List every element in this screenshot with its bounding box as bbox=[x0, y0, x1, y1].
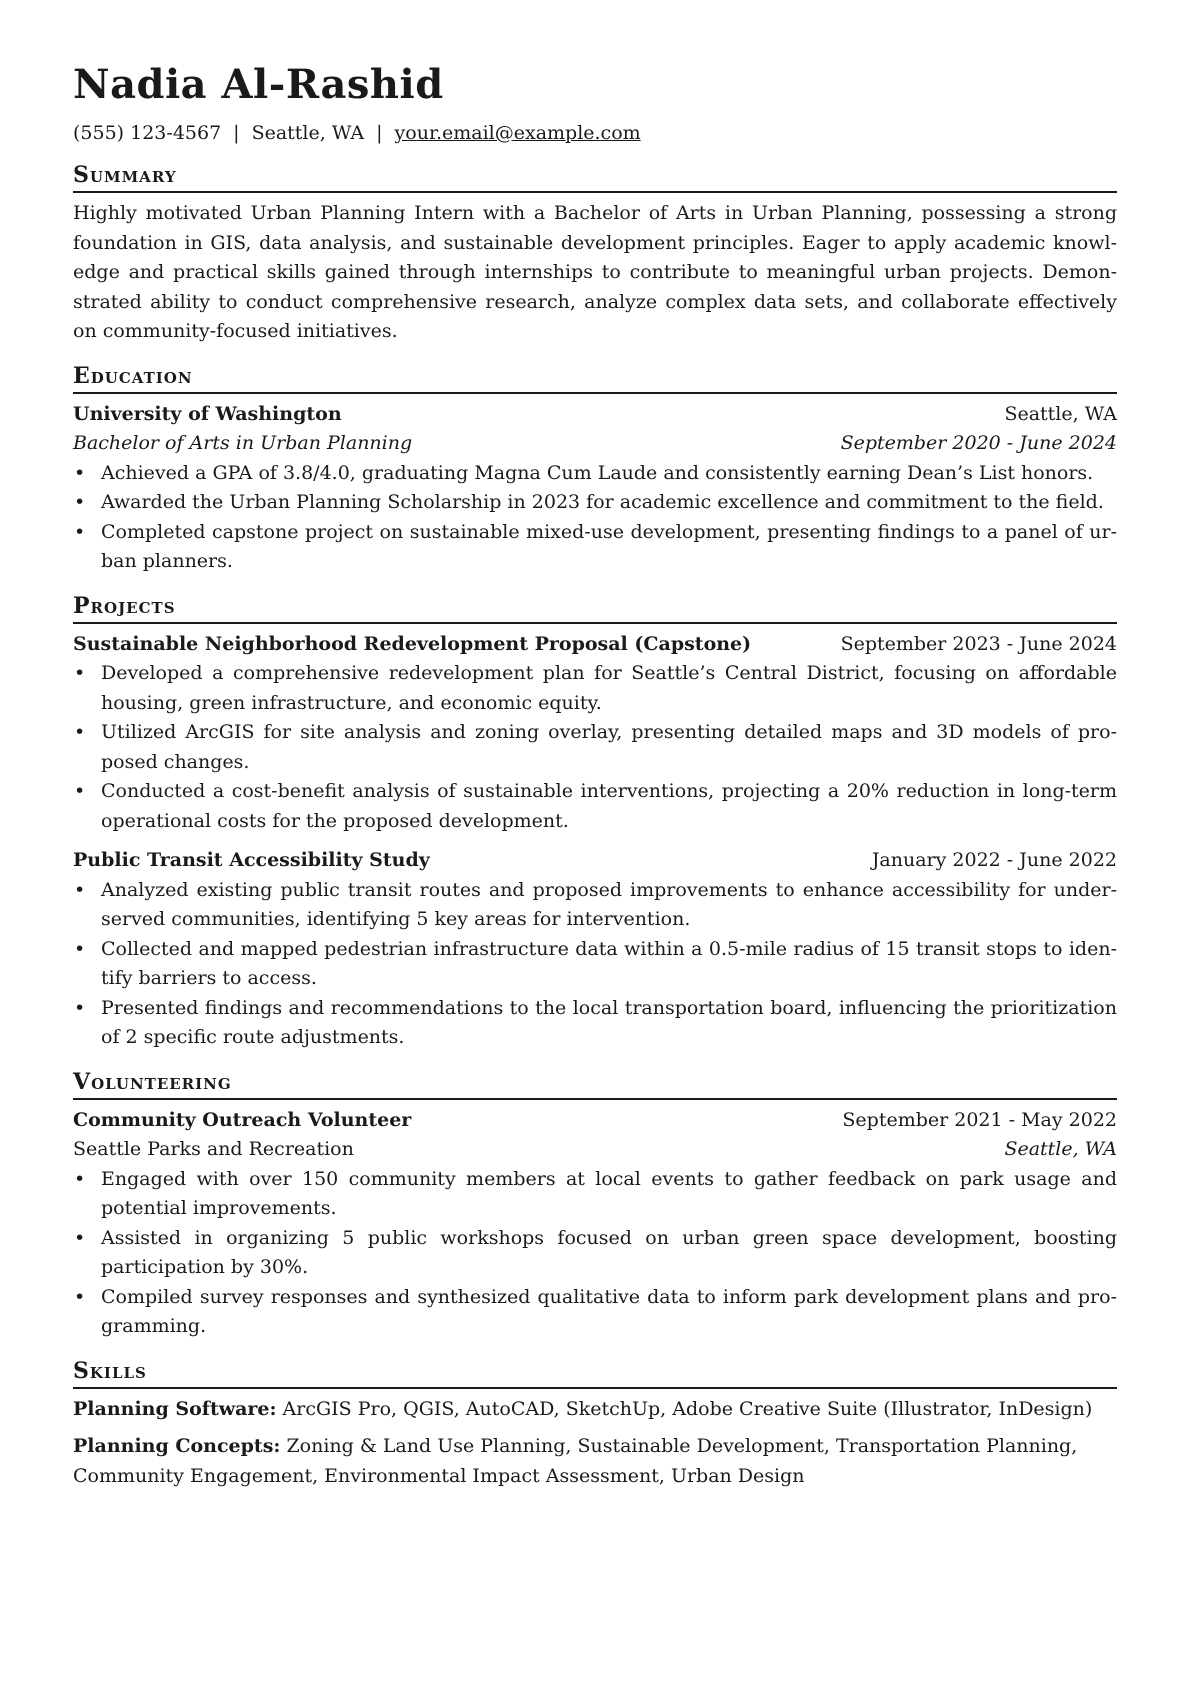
contact-separator: | bbox=[376, 122, 383, 144]
list-item: • Assisted in organizing 5 public workshops focused on urban green space development, boosting participation by 30%. bbox=[101, 1224, 1117, 1283]
list-item: • Awarded the Urban Planning Scholarship in 2023 for academic excellence and commitment to the field. bbox=[101, 488, 1117, 518]
volunteering-header-row bbox=[73, 1106, 1117, 1136]
list-item: • Engaged with over 150 community members at local events to gather feedback on park usage and potential improvements. bbox=[101, 1165, 1117, 1224]
skill-value: ArcGIS Pro, QGIS, AutoCAD, SketchUp, Adobe Creative Suite (Illustrator, InDesign) bbox=[282, 1397, 1093, 1420]
project-entry bbox=[73, 846, 1117, 1053]
summary-text: Highly motivated Urban Planning Intern with a Bachelor of Arts in Urban Planning, possessing a strong foundation in GIS, data analysis, and sustainable development principles. Eager to apply academic knowledge and practical skills gained through internships to contribute to meaningful urban projects. Demonstrated ability to conduct comprehensive research, analyze complex data sets, and collaborate effectively on community-focused initiatives. bbox=[73, 202, 1117, 342]
contact-location: Seattle, WA bbox=[251, 122, 365, 144]
project-dates: January 2022 - June 2022 bbox=[871, 849, 1117, 871]
skill-line bbox=[73, 1395, 1117, 1425]
project-entry bbox=[73, 630, 1117, 837]
education-dates: September 2020 - June 2024 bbox=[840, 432, 1117, 454]
project-name: Sustainable Neighborhood Redevelopment Proposal (Capstone) bbox=[73, 632, 752, 655]
volunteering-entry bbox=[73, 1106, 1117, 1342]
skill-line bbox=[73, 1432, 1117, 1491]
list-item: • Collected and mapped pedestrian infrastructure data within a 0.5-mile radius of 15 transit stops to identify barriers to access. bbox=[101, 935, 1117, 994]
project-header-row bbox=[73, 630, 1117, 660]
list-item: • Developed a comprehensive redevelopment plan for Seattle’s Central District, focusing on affordable housing, green infrastructure, and economic equity. bbox=[101, 659, 1117, 718]
skills-heading: Skills bbox=[73, 1356, 1117, 1389]
volunteer-role: Community Outreach Volunteer bbox=[73, 1108, 412, 1131]
list-item: • Presented findings and recommendations to the local transportation board, influencing the prioritization of 2 specific route adjustments. bbox=[101, 994, 1117, 1053]
education-bullets bbox=[73, 459, 1117, 577]
projects-heading: Projects bbox=[73, 591, 1117, 624]
project-header-row bbox=[73, 846, 1117, 876]
phone-number: (555) 123-4567 bbox=[73, 122, 222, 144]
degree-name: Bachelor of Arts in Urban Planning bbox=[73, 432, 413, 454]
contact-separator: | bbox=[233, 122, 240, 144]
email-link[interactable]: your.email@example.com bbox=[394, 122, 641, 144]
list-item: • Achieved a GPA of 3.8/4.0, graduating Magna Cum Laude and consistently earning Dean’s List honors. bbox=[101, 459, 1117, 489]
list-item: • Conducted a cost-benefit analysis of sustainable interventions, projecting a 20% reduction in long-term operational costs for the proposed development. bbox=[101, 777, 1117, 836]
list-item: • Analyzed existing public transit routes and proposed improvements to enhance accessibility for underserved communities, identifying 5 key areas for intervention. bbox=[101, 876, 1117, 935]
education-entry bbox=[73, 400, 1117, 577]
project-bullets bbox=[73, 659, 1117, 836]
project-bullets bbox=[73, 876, 1117, 1053]
list-item: • Utilized ArcGIS for site analysis and zoning overlay, presenting detailed maps and 3D models of proposed changes. bbox=[101, 718, 1117, 777]
list-item: • Compiled survey responses and synthesized qualitative data to inform park development plans and programming. bbox=[101, 1283, 1117, 1342]
volunteering-section bbox=[73, 1067, 1117, 1342]
projects-section bbox=[73, 591, 1117, 1053]
education-section bbox=[73, 361, 1117, 577]
volunteer-dates: September 2021 - May 2022 bbox=[842, 1108, 1117, 1131]
volunteering-heading: Volunteering bbox=[73, 1067, 1117, 1100]
volunteering-bullets bbox=[73, 1165, 1117, 1342]
summary-section bbox=[73, 160, 1117, 347]
skill-label: Planning Concepts: bbox=[73, 1435, 281, 1457]
skills-section bbox=[73, 1356, 1117, 1492]
skill-label: Planning Software: bbox=[73, 1397, 277, 1420]
school-location: Seattle, WA bbox=[1004, 402, 1117, 425]
candidate-name: Nadia Al-Rashid bbox=[73, 61, 444, 108]
project-dates: September 2023 - June 2024 bbox=[840, 632, 1117, 655]
education-header-row bbox=[73, 400, 1117, 430]
volunteer-location: Seattle, WA bbox=[1004, 1138, 1117, 1160]
list-item: • Completed capstone project on sustainable mixed-use development, presenting findings to a panel of urban planners. bbox=[101, 518, 1117, 577]
summary-heading: Summary bbox=[73, 160, 1117, 193]
contact-line bbox=[73, 120, 1117, 146]
skill-value: Zoning & Land Use Planning, Sustainable Development, Transportation Planning, Community Engagement, Environmental Impact Assessment, Urban Design bbox=[73, 1435, 1078, 1487]
volunteering-org-row bbox=[73, 1135, 1117, 1165]
school-name: University of Washington bbox=[73, 402, 342, 425]
education-heading: Education bbox=[73, 361, 1117, 394]
education-degree-row bbox=[73, 429, 1117, 459]
volunteer-organization: Seattle Parks and Recreation bbox=[73, 1138, 354, 1160]
project-name: Public Transit Accessibility Study bbox=[73, 849, 430, 871]
